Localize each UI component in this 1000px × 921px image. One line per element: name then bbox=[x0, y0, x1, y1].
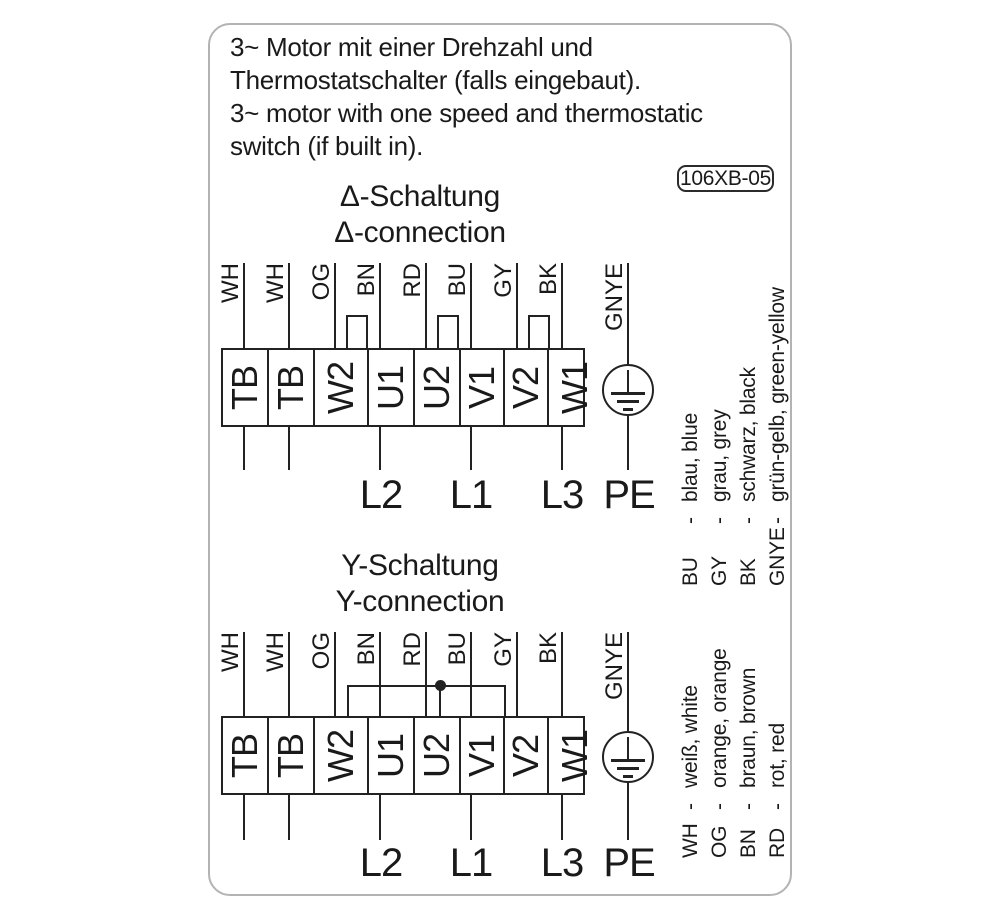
terminal-label: W2 bbox=[320, 361, 362, 414]
terminal-cell bbox=[223, 718, 269, 793]
star-title bbox=[238, 548, 602, 620]
legend-abbr: WH bbox=[679, 823, 702, 858]
legend-separator: - bbox=[679, 803, 702, 810]
terminal-cell bbox=[369, 718, 415, 793]
terminal-cell bbox=[223, 350, 269, 425]
star-wire-color-label: BU bbox=[444, 632, 471, 666]
legend-row bbox=[763, 246, 792, 586]
delta-bottom-wire-tb1 bbox=[243, 427, 245, 470]
star-bottom-wire-l2 bbox=[379, 795, 381, 840]
star-bottom-wire-l1 bbox=[470, 795, 472, 840]
star-title-de: Y-Schaltung bbox=[341, 549, 499, 582]
legend-abbr: BN bbox=[737, 829, 760, 858]
legend-meaning: schwarz, black bbox=[737, 367, 760, 502]
legend-separator: - bbox=[679, 517, 702, 524]
legend-meaning: orange, orange bbox=[708, 648, 731, 788]
terminal-cell bbox=[415, 350, 461, 425]
star-title-en: Y-connection bbox=[335, 585, 505, 618]
delta-phase-l2: L2 bbox=[359, 473, 403, 517]
star-bridge-junction-dot bbox=[435, 680, 446, 691]
terminal-cell bbox=[461, 350, 505, 425]
delta-pe-label: PE bbox=[603, 473, 655, 517]
star-wire-color-label: WH bbox=[217, 632, 244, 672]
legend-meaning: rot, red bbox=[766, 723, 789, 788]
terminal-cell bbox=[415, 718, 461, 793]
delta-wire-color-label: BK bbox=[535, 263, 562, 296]
legend-abbr: BK bbox=[737, 558, 760, 586]
legend-abbr: OG bbox=[708, 825, 731, 858]
intro-line-3: 3~ motor with one speed and thermostatic bbox=[230, 98, 703, 128]
delta-bottom-wire-tb2 bbox=[288, 427, 290, 470]
star-wire-color-label: WH bbox=[262, 632, 289, 672]
legend-row bbox=[734, 246, 763, 586]
delta-jumper-u2-v1 bbox=[437, 315, 459, 348]
star-wire-color-label: BK bbox=[535, 632, 562, 665]
terminal-cell bbox=[269, 350, 315, 425]
intro-line-2: Thermostatschalter (falls eingebaut). bbox=[230, 65, 641, 95]
legend-row bbox=[676, 618, 705, 858]
star-pe-label: PE bbox=[603, 841, 655, 885]
delta-earth-wire-label: GNYE bbox=[601, 263, 628, 332]
delta-wire-color-label: RD bbox=[399, 263, 426, 298]
star-bottom-wire-l3 bbox=[561, 795, 563, 840]
part-number-badge bbox=[677, 165, 774, 192]
legend-row bbox=[734, 618, 763, 858]
legend-separator: - bbox=[708, 803, 731, 810]
legend-wire-colors-group-1 bbox=[676, 246, 794, 586]
star-wire-pe bbox=[627, 783, 629, 840]
delta-wire-color-label: GY bbox=[490, 263, 517, 298]
star-earth-wire-label: GNYE bbox=[601, 632, 628, 701]
legend-separator: - bbox=[766, 803, 789, 810]
delta-wire-pe bbox=[627, 416, 629, 470]
terminal-label: U2 bbox=[416, 733, 458, 778]
delta-title-en: Δ-connection bbox=[334, 216, 506, 249]
delta-bottom-wire-l2 bbox=[379, 427, 381, 470]
delta-title-de: Δ-Schaltung bbox=[339, 180, 501, 213]
terminal-label: V2 bbox=[505, 366, 547, 409]
terminal-label: U2 bbox=[416, 365, 458, 410]
legend-abbr: GNYE bbox=[766, 527, 789, 586]
star-wire-color-label: OG bbox=[308, 632, 335, 670]
star-bridge-bar bbox=[348, 685, 506, 687]
delta-wire-color-label: WH bbox=[262, 263, 289, 303]
terminal-cell bbox=[269, 718, 315, 793]
terminal-label: TB bbox=[224, 733, 266, 778]
delta-wire-color-label: WH bbox=[217, 263, 244, 303]
terminal-cell bbox=[315, 350, 369, 425]
delta-phase-l1: L1 bbox=[449, 473, 493, 517]
terminal-label: TB bbox=[224, 365, 266, 410]
legend-abbr: BU bbox=[679, 557, 702, 586]
legend-separator: - bbox=[737, 517, 760, 524]
terminal-label: TB bbox=[270, 733, 312, 778]
star-wire-color-label: RD bbox=[399, 632, 426, 667]
terminal-label: W1 bbox=[554, 729, 596, 782]
terminal-label: V2 bbox=[505, 734, 547, 777]
terminal-label: U1 bbox=[370, 365, 412, 410]
terminal-cell bbox=[461, 718, 505, 793]
star-bottom-wire-tb2 bbox=[288, 795, 290, 840]
legend-meaning: weiß, white bbox=[679, 685, 702, 788]
star-phase-l2: L2 bbox=[359, 841, 403, 885]
delta-jumper-v2-w1 bbox=[528, 315, 550, 348]
delta-wire-color-label: OG bbox=[308, 263, 335, 301]
legend-abbr: GY bbox=[708, 556, 731, 586]
delta-bottom-wire-l3 bbox=[561, 427, 563, 470]
delta-phase-l3: L3 bbox=[540, 473, 584, 517]
star-bottom-wire-tb1 bbox=[243, 795, 245, 840]
terminal-cell bbox=[505, 350, 549, 425]
legend-separator: - bbox=[737, 803, 760, 810]
terminal-label: W1 bbox=[554, 361, 596, 414]
legend-wire-colors-group-2 bbox=[676, 618, 794, 858]
delta-wire-color-label: BU bbox=[444, 263, 471, 297]
terminal-label: V1 bbox=[461, 734, 503, 777]
terminal-cell bbox=[505, 718, 549, 793]
earth-ground-icon bbox=[602, 364, 654, 416]
part-number: 106XB-05 bbox=[679, 166, 771, 190]
earth-ground-icon bbox=[602, 731, 654, 783]
intro-line-4: switch (if built in). bbox=[230, 131, 424, 161]
legend-meaning: blau, blue bbox=[679, 412, 702, 502]
terminal-label: TB bbox=[270, 365, 312, 410]
legend-meaning: braun, brown bbox=[737, 667, 760, 788]
intro-line-1: 3~ Motor mit einer Drehzahl und bbox=[230, 32, 593, 62]
star-phase-l1: L1 bbox=[449, 841, 493, 885]
legend-separator: - bbox=[766, 517, 789, 524]
terminal-label: W2 bbox=[320, 729, 362, 782]
legend-row bbox=[676, 246, 705, 586]
legend-row bbox=[705, 246, 734, 586]
delta-title bbox=[238, 179, 602, 251]
legend-row bbox=[705, 618, 734, 858]
terminal-label: V1 bbox=[461, 366, 503, 409]
star-bridge-leg-v2 bbox=[504, 685, 506, 716]
star-terminal-block bbox=[221, 716, 596, 795]
delta-bottom-wire-l1 bbox=[470, 427, 472, 470]
star-wire-color-label: BN bbox=[353, 632, 380, 666]
star-wire-color-label: GY bbox=[490, 632, 517, 667]
legend-meaning: grün-gelb, green-yellow bbox=[766, 287, 789, 502]
terminal-cell bbox=[549, 350, 601, 425]
terminal-cell bbox=[549, 718, 601, 793]
delta-wire-color-label: BN bbox=[353, 263, 380, 297]
legend-meaning: grau, grey bbox=[708, 409, 731, 502]
legend-separator: - bbox=[708, 517, 731, 524]
legend-row bbox=[763, 618, 792, 858]
star-bridge-leg-w2 bbox=[347, 685, 349, 716]
terminal-cell bbox=[315, 718, 369, 793]
star-phase-l3: L3 bbox=[540, 841, 584, 885]
terminal-cell bbox=[369, 350, 415, 425]
intro-text bbox=[230, 31, 703, 163]
terminal-label: U1 bbox=[370, 733, 412, 778]
delta-terminal-block bbox=[221, 348, 596, 427]
legend-abbr: RD bbox=[766, 828, 789, 858]
delta-jumper-w2-u1 bbox=[346, 315, 368, 348]
